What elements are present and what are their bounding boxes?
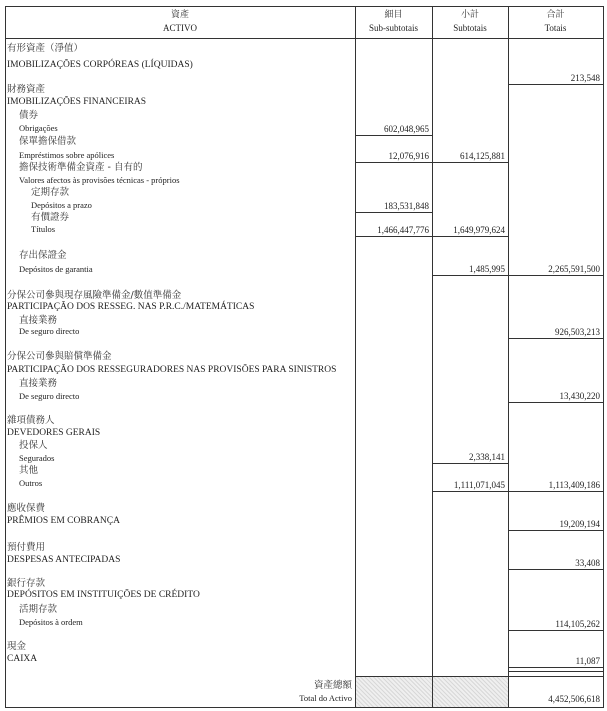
rule	[508, 569, 603, 570]
label: DEVEDORES GERAIS	[7, 428, 101, 438]
value-subtotal: 1,111,071,045	[453, 480, 505, 490]
label: CAIXA	[7, 654, 38, 664]
label-zh: 投保人	[19, 440, 48, 451]
value-subtotal: 614,125,881	[460, 151, 505, 161]
border-left	[5, 6, 6, 708]
value-total: 213,548	[570, 73, 600, 83]
label: Depósitos a prazo	[31, 200, 92, 210]
border-right	[603, 6, 604, 708]
header-totais: Totais	[544, 23, 567, 33]
value-grand-total: 4,452,506,618	[548, 694, 600, 704]
label-zh: 分保公司參與現存風險準備金/數值準備金	[7, 290, 182, 301]
header-sub-subtotais-zh: 細目	[384, 10, 403, 20]
label-zh: 定期存款	[31, 187, 70, 198]
label-zh: 應收保費	[7, 503, 46, 514]
header-activo-zh: 資產	[170, 10, 189, 20]
label: DEPÓSITOS EM INSTITUIÇÕES DE CRÉDITO	[7, 590, 200, 600]
rule	[355, 162, 508, 163]
rule	[355, 135, 432, 136]
value-sub-subtotal: 183,531,848	[384, 201, 429, 211]
label-zh: 現金	[7, 641, 27, 652]
header-divider	[5, 38, 603, 39]
label-zh: 擔保技術準備金資產 - 自有的	[19, 162, 143, 173]
label-zh: 活期存款	[19, 604, 58, 615]
label-zh: 直接業務	[19, 378, 58, 389]
value-subtotal: 1,649,979,624	[453, 225, 505, 235]
label: De seguro directo	[19, 326, 80, 336]
shaded-cell	[356, 677, 432, 707]
rule	[355, 236, 508, 237]
rule	[508, 84, 603, 85]
label: IMOBILIZAÇÕES FINANCEIRAS	[7, 97, 147, 107]
label: Depósitos à ordem	[19, 617, 83, 627]
label: Segurados	[19, 453, 55, 463]
value-subtotal: 2,338,141	[469, 452, 505, 462]
label-zh: 直接業務	[19, 315, 58, 326]
value-sub-subtotal: 602,048,965	[384, 124, 429, 134]
value-total: 114,105,262	[555, 619, 600, 629]
shaded-cell	[433, 677, 508, 707]
label: Obrigações	[19, 123, 58, 133]
header-totais-zh: 合計	[546, 10, 565, 20]
label-zh: 雜項債務人	[7, 415, 55, 426]
label: Outros	[19, 478, 43, 488]
label: DESPESAS ANTECIPADAS	[7, 555, 121, 565]
value-sub-subtotal: 12,076,916	[388, 151, 429, 161]
value-total: 13,430,220	[559, 391, 600, 401]
label-zh: 存出保證金	[19, 250, 67, 261]
header-activo: ACTIVO	[163, 23, 197, 33]
rule	[432, 463, 508, 464]
value-total: 11,087	[575, 656, 600, 666]
value-subtotal: 1,485,995	[469, 264, 505, 274]
label: Empréstimos sobre apólices	[19, 150, 115, 160]
value-total: 19,209,194	[559, 519, 600, 529]
total-label-zh: 資產總額	[313, 680, 352, 691]
label-zh: 分保公司參與賠償準備金	[7, 351, 112, 362]
label: PARTICIPAÇÃO DOS RESSEG. NAS P.R.C./MATEMÁTICAS	[7, 302, 255, 312]
rule	[432, 491, 603, 492]
label-zh: 有價證券	[31, 212, 70, 223]
column-divider	[355, 6, 356, 708]
label-zh: 保單擔保借款	[19, 136, 77, 147]
border-top	[5, 6, 603, 7]
rule	[508, 667, 603, 668]
label: Depósitos de garantia	[19, 264, 93, 274]
column-divider	[508, 6, 509, 708]
value-total: 1,113,409,186	[548, 480, 600, 490]
label-zh: 債券	[19, 110, 39, 121]
label: PRÊMIOS EM COBRANÇA	[7, 516, 120, 526]
value-sub-subtotal: 1,466,447,776	[377, 225, 429, 235]
label: IMOBILIZAÇÕES CORPÓREAS (LÍQUIDAS)	[7, 60, 193, 70]
label-zh: 有形資產（淨值）	[7, 43, 84, 54]
value-total: 2,265,591,500	[548, 264, 600, 274]
label: Títulos	[31, 224, 56, 234]
label-zh: 財務資產	[7, 84, 46, 95]
label: PARTICIPAÇÃO DOS RESSEGURADORES NAS PROVISÕES PARA SINISTROS	[7, 365, 337, 375]
total-label: Total do Activo	[299, 693, 352, 703]
label: De seguro directo	[19, 391, 80, 401]
value-total: 926,503,213	[555, 327, 600, 337]
label-zh: 預付費用	[7, 542, 46, 553]
rule	[508, 402, 603, 403]
value-total: 33,408	[575, 558, 600, 568]
rule	[508, 630, 603, 631]
rule	[508, 530, 603, 531]
header-sub-subtotais: Sub-subtotais	[368, 23, 418, 33]
label-zh: 銀行存款	[7, 578, 46, 589]
rule	[432, 275, 603, 276]
border-bottom	[5, 707, 603, 708]
label-zh: 其他	[19, 465, 39, 476]
rule	[508, 338, 603, 339]
label: Valores afectos às provisões técnicas - próprios	[19, 175, 180, 185]
rule	[508, 671, 603, 672]
header-subtotais-zh: 小計	[460, 10, 479, 20]
column-divider	[432, 6, 433, 708]
header-subtotais: Subtotais	[453, 23, 487, 33]
rule	[355, 212, 432, 213]
